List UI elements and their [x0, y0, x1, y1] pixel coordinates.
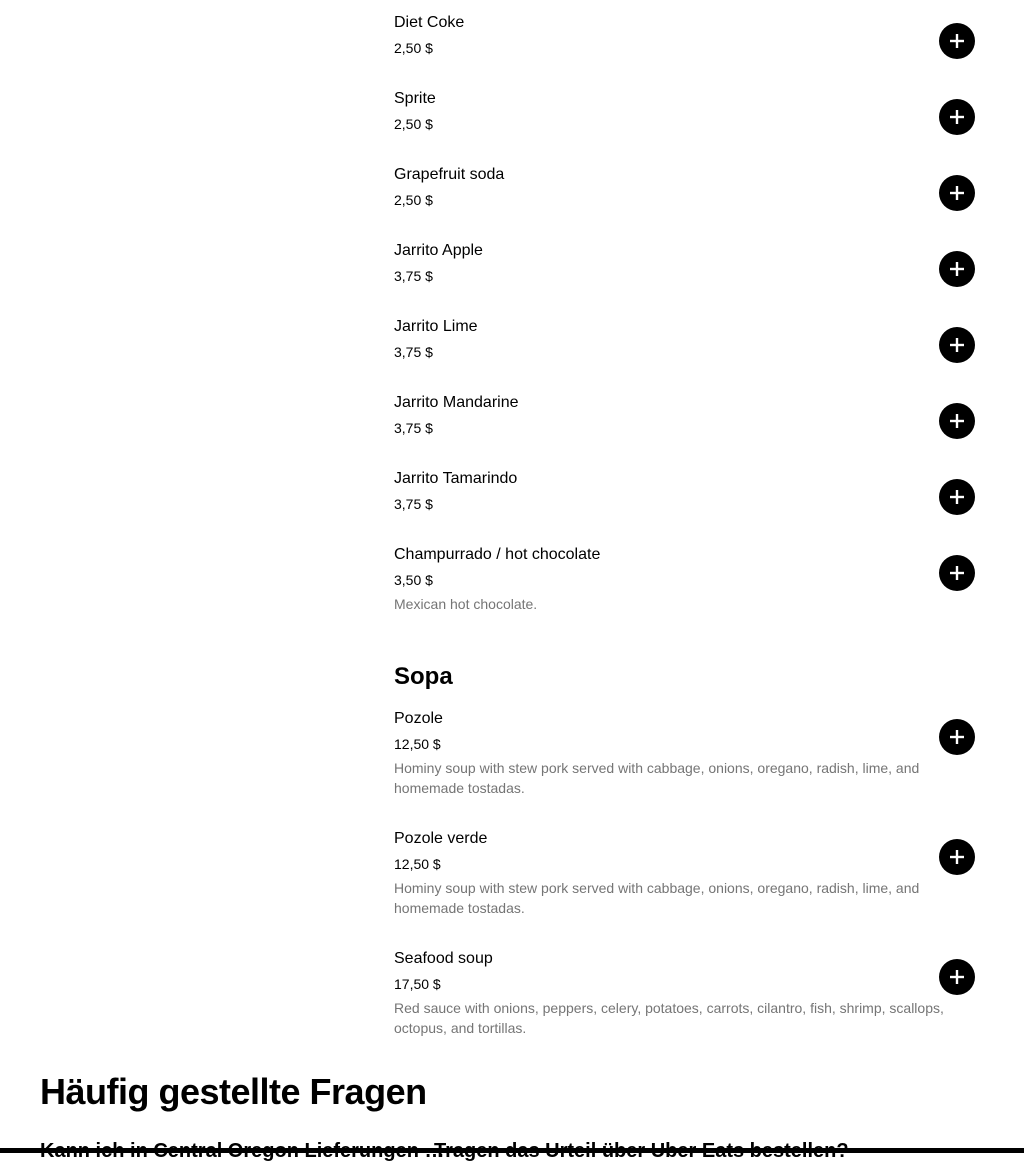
menu-item[interactable] [394, 380, 976, 438]
section-title-sopa: Sopa [394, 663, 453, 690]
menu-item[interactable] [394, 228, 976, 286]
plus-icon [950, 490, 964, 504]
item-description: Hominy soup with stew pork served with cabbage, onions, oregano, radish, lime, and homemade tostadas. [394, 880, 920, 916]
item-name: Sprite [394, 90, 436, 107]
item-name: Jarrito Mandarine [394, 394, 519, 411]
add-to-cart-button[interactable] [939, 403, 975, 439]
menu-item[interactable] [394, 152, 976, 210]
plus-icon [950, 34, 964, 48]
item-description: Mexican hot chocolate. [394, 596, 538, 612]
item-price: 3,75 $ [394, 496, 433, 512]
menu-item[interactable] [394, 532, 976, 614]
item-price: 2,50 $ [394, 40, 433, 56]
add-to-cart-button[interactable] [939, 479, 975, 515]
item-price: 17,50 $ [394, 976, 441, 992]
item-name: Diet Coke [394, 14, 465, 31]
plus-icon [950, 850, 964, 864]
plus-icon [950, 730, 964, 744]
item-name: Jarrito Tamarindo [394, 470, 518, 487]
item-description: Red sauce with onions, peppers, celery, potatoes, carrots, cilantro, fish, shrimp, scallops, octopus, and tortillas. [394, 1000, 944, 1036]
item-price: 12,50 $ [394, 736, 441, 752]
item-name: Grapefruit soda [394, 166, 505, 183]
plus-icon [950, 970, 964, 984]
item-price: 3,75 $ [394, 268, 433, 284]
item-price: 3,50 $ [394, 572, 433, 588]
menu-item[interactable] [394, 816, 976, 918]
item-price: 3,75 $ [394, 344, 433, 360]
item-price: 2,50 $ [394, 192, 433, 208]
add-to-cart-button[interactable] [939, 327, 975, 363]
menu-item[interactable] [394, 76, 976, 134]
plus-icon [950, 566, 964, 580]
add-to-cart-button[interactable] [939, 555, 975, 591]
plus-icon [950, 110, 964, 124]
menu-item[interactable] [394, 0, 976, 58]
plus-icon [950, 414, 964, 428]
item-name: Jarrito Apple [394, 242, 483, 259]
add-to-cart-button[interactable] [939, 251, 975, 287]
faq-title: Häufig gestellte Fragen [40, 1071, 427, 1112]
item-name: Seafood soup [394, 950, 493, 967]
menu-item[interactable] [394, 304, 976, 362]
add-to-cart-button[interactable] [939, 839, 975, 875]
plus-icon [950, 338, 964, 352]
add-to-cart-button[interactable] [939, 959, 975, 995]
add-to-cart-button[interactable] [939, 23, 975, 59]
add-to-cart-button[interactable] [939, 175, 975, 211]
menu-item[interactable] [394, 696, 976, 798]
item-price: 3,75 $ [394, 420, 433, 436]
menu-item[interactable] [394, 456, 976, 514]
menu-item[interactable] [394, 936, 976, 1038]
item-price: 2,50 $ [394, 116, 433, 132]
item-description: Hominy soup with stew pork served with cabbage, onions, oregano, radish, lime, and homemade tostadas. [394, 760, 920, 796]
item-name: Champurrado / hot chocolate [394, 546, 601, 563]
item-name: Pozole [394, 710, 443, 727]
item-name: Jarrito Lime [394, 318, 478, 335]
add-to-cart-button[interactable] [939, 719, 975, 755]
plus-icon [950, 186, 964, 200]
item-price: 12,50 $ [394, 856, 441, 872]
bottom-bar [0, 1148, 1024, 1153]
add-to-cart-button[interactable] [939, 99, 975, 135]
plus-icon [950, 262, 964, 276]
item-name: Pozole verde [394, 830, 488, 847]
